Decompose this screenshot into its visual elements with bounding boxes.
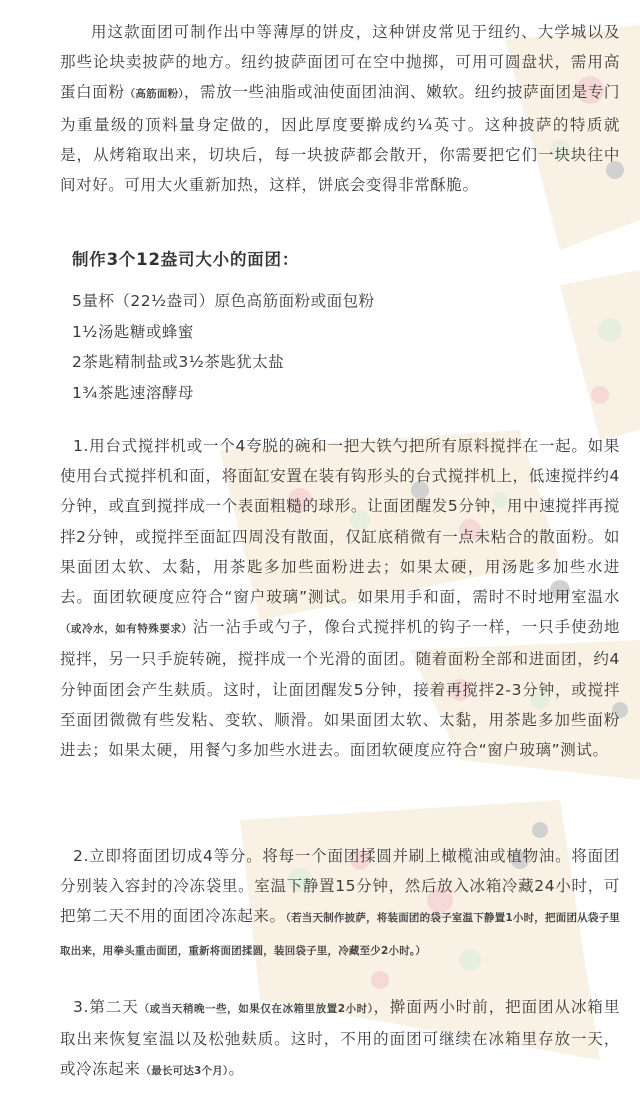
- ingredient-item: 5量杯（22½盎司）原色高筋面粉或面包粉: [72, 292, 375, 310]
- ingredient-item: 2茶匙精制盐或3½茶匙犹太盐: [72, 353, 285, 372]
- step-1-note: （或冷水，如有特殊要求）: [60, 623, 193, 636]
- ingredient-item: 1½汤匙糖或蜂蜜: [72, 322, 194, 341]
- step-3-note-a: （或当天稍晚一些，如果仅在冰箱里放置2小时）: [138, 1003, 374, 1015]
- intro-paragraph: 用这款面团可制作出中等薄厚的饼皮，这种饼皮常见于纽约、大学城以及那些论块卖披萨的地方。纽约披萨面团可在空中抛掷，可用可圆盘状，需用高蛋白面粉（高筋面粉），需放一些油脂或油使面团油润、嫩软。纽约披萨面团是专门为重量级的顶料量身定做的，因此厚度要擀成约¼英寸。这种披萨的特质就是，从烤箱取出来，切块后，每一块披萨都会散开，你需要把它们一块块往中间对好。可用大火重新加热，这样，饼底会变得非常酥脆。: [60, 23, 621, 195]
- step-1-paragraph: 1.用台式搅拌机或一个4夸脱的碗和一把大铁勺把所有原料搅拌在一起。如果使用台式搅拌机和面，将面缸安置在装有钩形头的台式搅拌机上，低速搅拌约4分钟，或直到搅拌成一个表面粗糙的球形。让面团醒发5分钟，用中速搅拌再搅拌2分钟，或搅拌至面缸四周没有散面，仅缸底稍微有一点未粘合的散面粉。如果面团太软、太黏，用茶匙多加些面粉进去；如果太硬，用汤匙多加些水进去。面团软硬度应符合“窗户玻璃”测试。如果用手和面，需时不时地用室温水（或冷水，如有特殊要求）沾一沾手或勺子，像台式搅拌机的钩子一样，一只手使劲地搅拌，另一只手旋转碗，搅拌成一个光滑的面团。随着面粉全部和进面团，约4分钟面团会产生麸质。这时，让面团醒发5分钟，接着再搅拌2-3分钟，或搅拌至面团微微有些发粘、变软、顺滑。如果面团太软、太黏，用茶匙多加些面粉进去；如果太硬，用餐勺多加些水进去。面团软硬度应符合“窗户玻璃”测试。: [60, 437, 621, 760]
- step-2-note: （若当天制作披萨，将装面团的袋子室温下静置1小时，把面团从袋子里取出来，用拳头重击面团，重新将面团揉圆，装回袋子里，冷藏至少2小时。）: [60, 912, 620, 957]
- ingredients-heading: 制作3个12盎司大小的面团：: [72, 250, 300, 269]
- step-3-paragraph: 3.第二天（或当天稍晚一些，如果仅在冰箱里放置2小时），擀面两小时前，把面团从冰箱里取出来恢复室温以及松弛麸质。这时，不用的面团可继续在冰箱里存放一天，或冷冻起来（最长可达3个月）。: [60, 998, 620, 1079]
- step-2-paragraph: 2.立即将面团切成4等分。将每一个面团揉圆并刷上橄榄油或植物油。将面团分别装入容封的冷冻袋里。室温下静置15分钟，然后放入冰箱冷藏24小时，可把第二天不用的面团冷冻起来。（若当天制作披萨，将装面团的袋子室温下静置1小时，把面团从袋子里取出来，用拳头重击面团，重新将面团揉圆，装回袋子里，冷藏至少2小时。）: [60, 847, 620, 957]
- ingredient-item: 1¾茶匙速溶酵母: [72, 383, 194, 402]
- step-3-note-b: （最长可达3个月）: [140, 1065, 229, 1078]
- ingredients-list: [72, 286, 375, 408]
- intro-note: （高筋面粉）: [124, 88, 184, 101]
